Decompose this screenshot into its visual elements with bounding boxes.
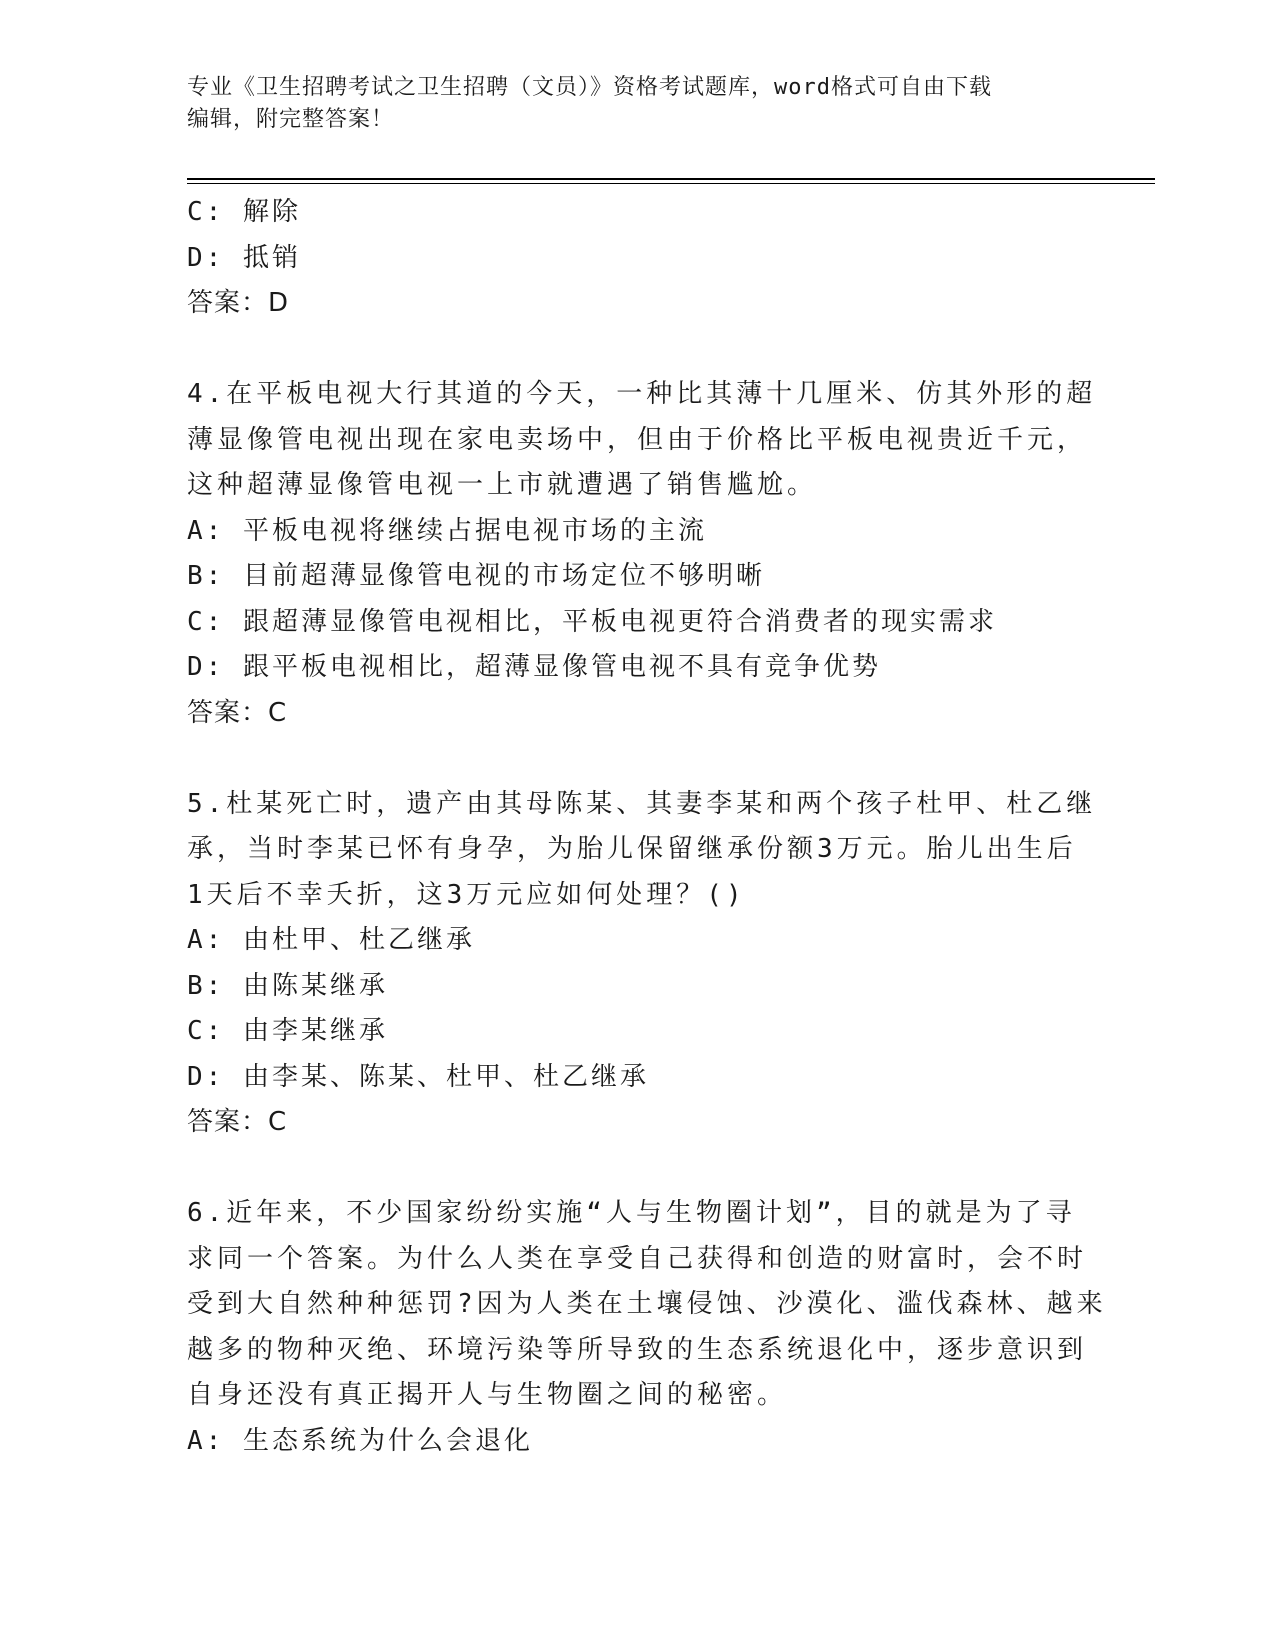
header-line-1: 专业《卫生招聘考试之卫生招聘（文员）》资格考试题库，word格式可自由下载 xyxy=(187,75,992,100)
question-stem xyxy=(187,782,1097,919)
option-c: C: 由李某继承 xyxy=(187,1016,388,1046)
question-stem xyxy=(187,1191,1107,1419)
stem-line: 这种超薄显像管电视一上市就遭遇了销售尴尬。 xyxy=(187,470,818,500)
spacer xyxy=(187,1146,1087,1192)
answer: 答案：C xyxy=(187,1107,288,1137)
option-a: A: 生态系统为什么会退化 xyxy=(187,1425,533,1456)
stem-line: 6.近年来，不少国家纷纷实施“人与生物圈计划”，目的就是为了寻 xyxy=(187,1198,1076,1228)
stem-line: 1天后不幸夭折，这3万元应如何处理？() xyxy=(187,879,746,910)
answer: 答案：D xyxy=(187,288,290,318)
stem-line: 受到大自然种种惩罚?因为人类在土壤侵蚀、沙漠化、滥伐森林、越来 xyxy=(187,1289,1107,1319)
stem-line: 求同一个答案。为什么人类在享受自己获得和创造的财富时，会不时 xyxy=(187,1243,1088,1274)
option-c: C: 跟超薄显像管电视相比，平板电视更符合消费者的现实需求 xyxy=(187,606,997,637)
option-b: B: 目前超薄显像管电视的市场定位不够明晰 xyxy=(187,561,765,591)
spacer xyxy=(187,327,1087,373)
answer: 答案：C xyxy=(187,697,288,728)
question-5 xyxy=(187,782,1097,1146)
option-a: A: 由杜甲、杜乙继承 xyxy=(187,925,475,955)
question-stem xyxy=(187,372,1097,509)
stem-line: 薄显像管电视出现在家电卖场中，但由于价格比平板电视贵近千元， xyxy=(187,424,1088,455)
stem-line: 承，当时李某已怀有身孕，为胎儿保留继承份额3万元。胎儿出生后 xyxy=(187,834,1077,864)
option-c: C: 解除 xyxy=(187,197,301,227)
question-6 xyxy=(187,1191,1107,1464)
option-d: D: 由李某、陈某、杜甲、杜乙继承 xyxy=(187,1061,649,1092)
header-divider-thick xyxy=(187,178,1155,180)
page-header xyxy=(187,72,1067,136)
stem-line: 越多的物种灭绝、环境污染等所导致的生态系统退化中，逐步意识到 xyxy=(187,1334,1088,1365)
option-d: D: 跟平板电视相比，超薄显像管电视不具有竞争优势 xyxy=(187,652,881,682)
spacer xyxy=(187,736,1087,782)
header-divider-thin xyxy=(187,183,1155,184)
option-a: A: 平板电视将继续占据电视市场的主流 xyxy=(187,515,707,546)
option-d: D: 抵销 xyxy=(187,242,301,273)
question-content xyxy=(187,190,1107,1464)
stem-line: 5.杜某死亡时，遗产由其母陈某、其妻李某和两个孩子杜甲、杜乙继 xyxy=(187,788,1097,819)
header-line-2: 编辑，附完整答案！ xyxy=(187,107,395,132)
question-4 xyxy=(187,372,1097,736)
stem-line: 4.在平板电视大行其道的今天，一种比其薄十几厘米、仿其外形的超 xyxy=(187,379,1097,409)
option-b: B: 由陈某继承 xyxy=(187,970,388,1001)
continued-question xyxy=(187,190,1087,327)
stem-line: 自身还没有真正揭开人与生物圈之间的秘密。 xyxy=(187,1380,788,1410)
